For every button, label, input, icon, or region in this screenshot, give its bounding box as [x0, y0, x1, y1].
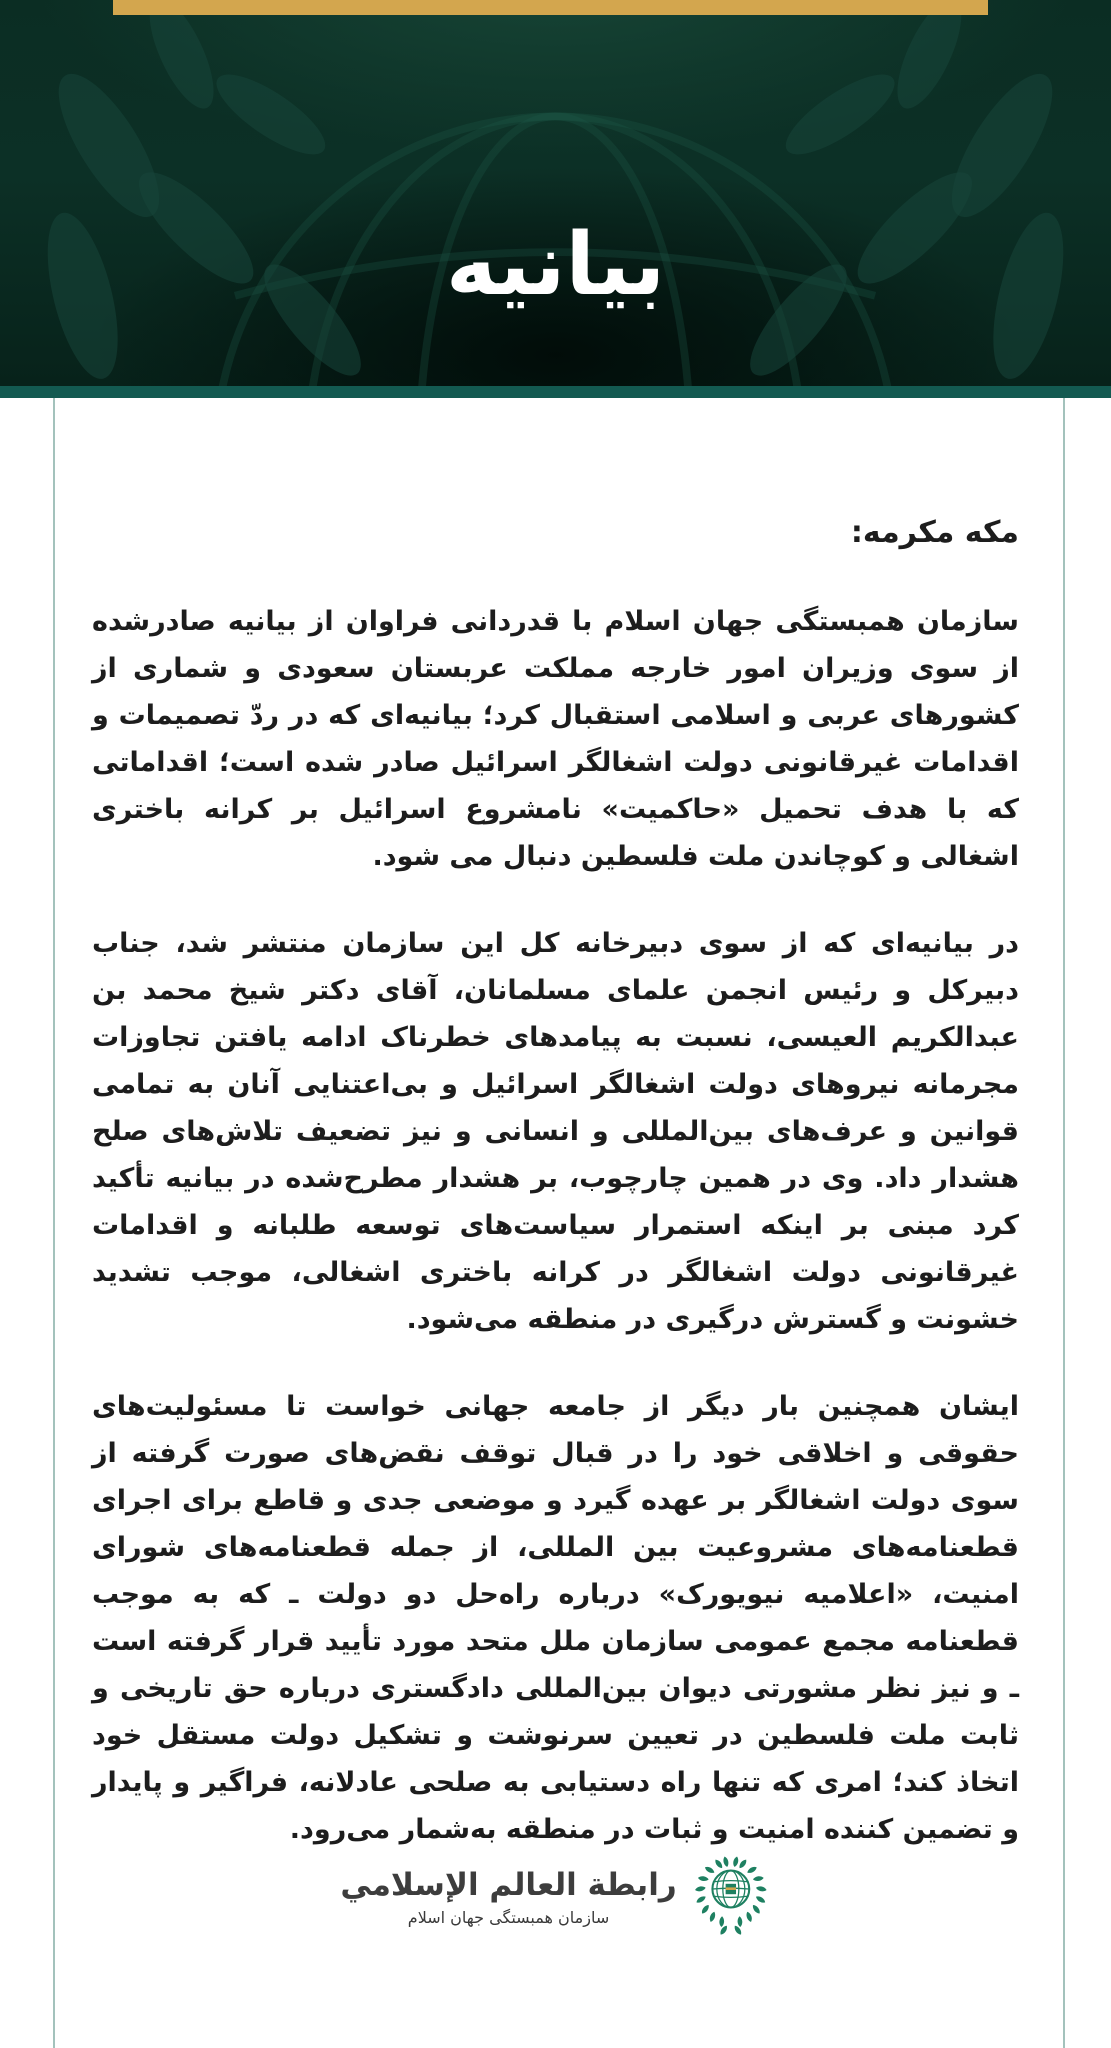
paragraph-1: سازمان همبستگی جهان اسلام با قدردانی فراوان از بیانیه صادرشده از سوی وزیران امور خارجه مملکت عربستان سعودی و شماری از کشورهای عربی و اسلامی استقبال کرد؛ بیانیه‌ای که در ردّ تصمیمات و اقدامات غیرقانونی دولت اشغالگر اسرائیل صادر شده است؛ اقداماتی که با هدف تحمیل «حاکمیت» نامشروع اسرائیل بر کرانه باختری اشغالی و کوچاندن ملت فلسطین دنبال می شود. [92, 606, 1019, 872]
organization-logo-text [340, 1867, 676, 1927]
mwl-arabic-calligraphy: رابطة العالم الإسلامي [340, 1866, 677, 1903]
gold-accent-bar [113, 0, 988, 15]
globe-wreath-emblem-icon [691, 1852, 771, 1942]
paragraph-2: در بیانیه‌ای که از سوی دبیرخانه کل این سازمان منتشر شد، جناب دبیرکل و رئیس انجمن علمای مسلمانان، آقای دکتر شیخ محمد بن عبدالکریم العیسی، نسبت به پیامدهای خطرناک ادامه یافتن تجاوزات مجرمانه نیروهای دولت اشغالگر اسرائیل و بی‌اعتنایی آنان به تمامی قوانین و عرف‌های بین‌المللی و انسانی و نیز تضعیف تلاش‌های صلح هشدار داد. وی در همین چارچوب، بر هشدار مطرح‌شده در بیانیه تأکید کرد مبنی بر اینکه استمرار سیاست‌های توسعه طلبانه و اقدامات غیرقانونی دولت اشغالگر در کرانه باختری اشغالی، موجب تشدید خشونت و گسترش درگیری در منطقه می‌شود. [92, 928, 1019, 1335]
page-title: بیانیه [445, 215, 666, 315]
statement-body [0, 398, 1111, 1853]
teal-divider-band [0, 386, 1111, 398]
salutation: مکه مکرمه: [850, 515, 1019, 550]
paragraph-3: ایشان همچنین بار دیگر از جامعه جهانی خواست تا مسئولیت‌های حقوقی و اخلاقی خود را در قبال توقف نقض‌های صورت گرفته از سوی دولت اشغالگر بر عهده گیرد و موضعی جدی و قاطع برای اجرای قطعنامه‌های مشروعیت بین المللی، از جمله قطعنامه‌های شورای امنیت، «اعلامیه نیویورک» درباره راه‌حل دو دولت ـ که به موجب قطعنامه مجمع عمومی سازمان ملل متحد مورد تأیید قرار گرفته است ـ و نیز نظر مشورتی دیوان بین‌المللی دادگستری درباره حق تاریخی و ثابت ملت فلسطین در تعیین سرنوشت و تشکیل دولت مستقل خود اتخاذ کند؛ امری که تنها راه دستیابی به صلحی عادلانه، فراگیر و پایدار و تضمین کننده امنیت و ثبات در منطقه به‌شمار می‌رود. [92, 1391, 1019, 1845]
laurel-globe-watermark-icon [0, 0, 1111, 386]
mwl-persian-subtitle: سازمان همبستگی جهان اسلام [407, 1908, 610, 1928]
organization-logo [340, 1852, 770, 1942]
statement-header [0, 0, 1111, 386]
